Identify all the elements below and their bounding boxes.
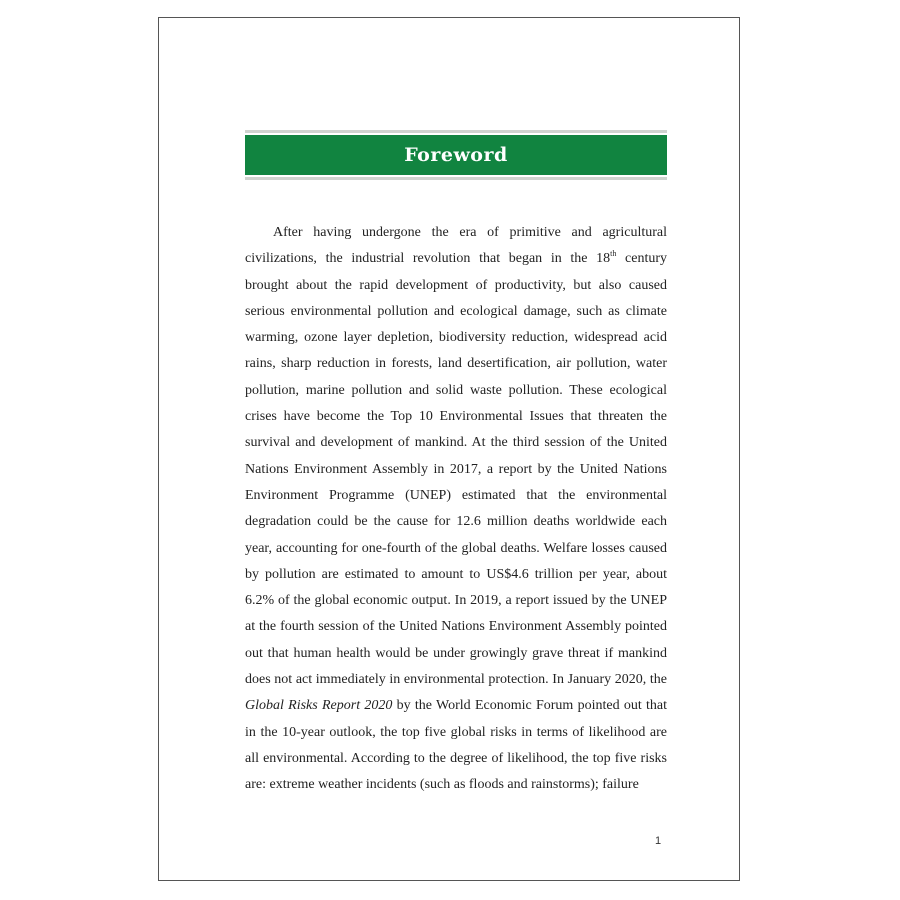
page-number: 1 <box>655 835 662 847</box>
chapter-header <box>245 130 667 180</box>
body-text-segment-3: by the World Economic Forum pointed out that in the 10-year outlook, the top five global risks in terms of likelihood are all environmental. According to the degree of likelihood, the top five risks are: extreme weather incidents (such as floods and rainstorms); failure <box>245 698 667 793</box>
body-paragraph <box>245 220 667 799</box>
header-bottom-rule <box>245 177 667 180</box>
book-page <box>158 17 740 881</box>
chapter-title: Foreword <box>404 144 508 166</box>
header-bar <box>245 135 667 175</box>
ordinal-superscript: th <box>610 249 617 259</box>
report-title-italic: Global Risks Report 2020 <box>245 698 393 714</box>
body-text-segment-1: After having undergone the era of primitive and agricultural civilizations, the industrial revolution that began in the 18 <box>245 225 667 267</box>
body-text-segment-2: century brought about the rapid development of productivity, but also caused serious environmental pollution and ecological damage, such as climate warming, ozone layer depletion, biodiversity reduction, widespread acid rains, sharp reduction in forests, land desertification, air pollution, water pollution, marine pollution and solid waste pollution. These ecological crises have become the Top 10 Environmental Issues that threaten the survival and development of mankind. At the third session of the United Nations Environment Assembly in 2017, a report by the United Nations Environment Programme (UNEP) estimated that the environmental degradation could be the cause for 12.6 million deaths worldwide each year, accounting for one-fourth of the global deaths. Welfare losses caused by pollution are estimated to amount to US$4.6 trillion per year, about 6.2% of the global economic output. In 2019, a report issued by the UNEP at the fourth session of the United Nations Environment Assembly pointed out that human health would be under growingly grave threat if mankind does not act immediately in environmental protection. In January 2020, the <box>245 251 667 688</box>
header-top-rule <box>245 130 667 133</box>
